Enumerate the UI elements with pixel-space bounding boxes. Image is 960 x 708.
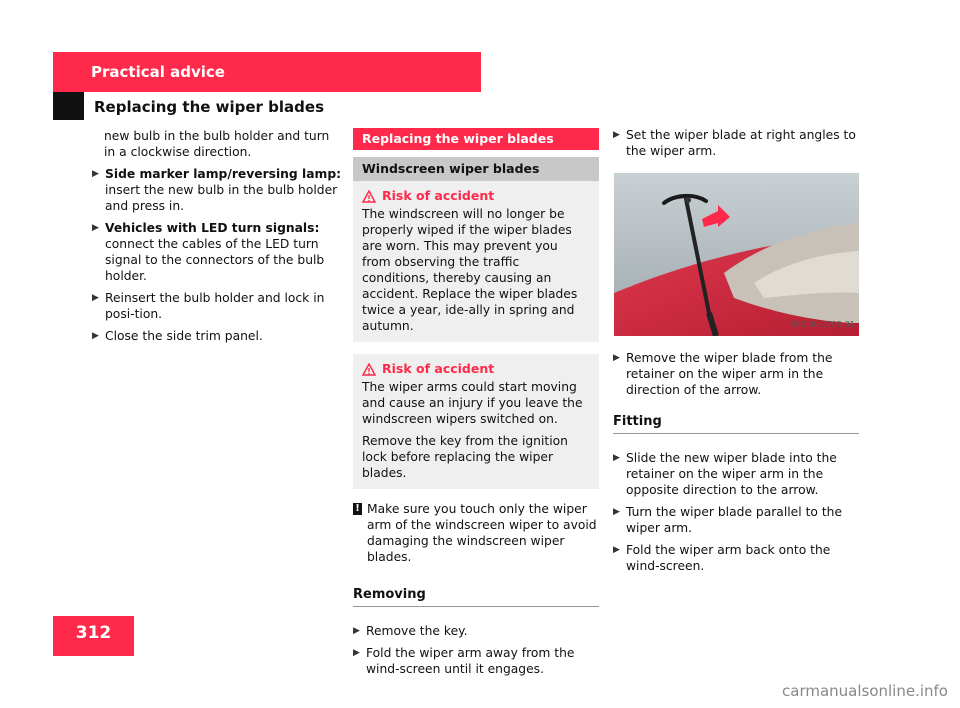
- list-item: [92, 166, 342, 214]
- list-item: [613, 504, 859, 536]
- list-item-text: insert the new bulb in the bulb holder and press in.: [105, 183, 338, 213]
- list-item: [353, 623, 599, 639]
- list-item-text: Close the side trim panel.: [105, 329, 263, 343]
- list-item: [92, 290, 342, 322]
- list-item-text: Slide the new wiper blade into the retainer on the wiper arm in the opposite direction to the arrow.: [626, 451, 837, 497]
- watermark: carmanualsonline.info: [782, 682, 948, 700]
- page-number: [53, 616, 134, 656]
- subsection-title-bar: [353, 157, 599, 181]
- column-2: [353, 128, 599, 683]
- warning-text: The windscreen will no longer be properly wiped if the wiper blades are worn. This may prevent you from observing the traffic conditions, thereby causing an accident. Replace the wiper blades twice a year, ide-ally in spring and autumn.: [362, 207, 578, 333]
- warning-title-text: Risk of accident: [382, 361, 495, 376]
- arrow-right-icon: ▶: [613, 453, 620, 463]
- header-section-bar: [53, 52, 481, 92]
- list-item: [353, 645, 599, 677]
- list-item-bold: Side marker lamp/reversing lamp:: [105, 167, 342, 181]
- section-title: Replacing the wiper blades: [362, 131, 554, 146]
- arrow-right-icon: ▶: [92, 331, 99, 341]
- warning-text: The wiper arms could start moving and cause an injury if you leave the windscreen wipers switched on.: [362, 380, 583, 426]
- list-item-text: Fold the wiper arm back onto the wind-screen.: [626, 543, 831, 573]
- wiper-illustration: [614, 173, 859, 336]
- list-item-text: Remove the wiper blade from the retainer on the wiper arm in the direction of the arrow.: [626, 351, 833, 397]
- list-item-text: Turn the wiper blade parallel to the wiper arm.: [626, 505, 843, 535]
- list-item-text: Reinsert the bulb holder and lock in posi-tion.: [105, 291, 325, 321]
- intro-text: new bulb in the bulb holder and turn in a clockwise direction.: [104, 129, 330, 159]
- warning-triangle-icon: [362, 190, 376, 203]
- list-item: [613, 542, 859, 574]
- arrow-right-icon: ▶: [92, 293, 99, 303]
- list-item-text: connect the cables of the LED turn signal to the connectors of the bulb holder.: [105, 237, 325, 283]
- list-item-text: Remove the key.: [366, 624, 468, 638]
- arrow-right-icon: ▶: [353, 626, 360, 636]
- arrow-right-icon: ▶: [613, 507, 620, 517]
- section-title-bar: [353, 128, 599, 150]
- note-text: Make sure you touch only the wiper arm of the windscreen wiper to avoid damaging the windscreen wiper blades.: [367, 502, 597, 564]
- column-1: [92, 128, 342, 350]
- exclamation-icon: !: [353, 503, 362, 515]
- removing-heading: Removing: [353, 587, 599, 607]
- arrow-right-icon: ▶: [613, 130, 620, 140]
- note: [353, 501, 599, 565]
- list-item: [613, 350, 859, 398]
- list-item-bold: Vehicles with LED turn signals:: [105, 221, 320, 235]
- arrow-right-icon: ▶: [613, 353, 620, 363]
- wiper-blade-figure: [614, 173, 859, 336]
- list-item: [613, 450, 859, 498]
- warning-box: [353, 181, 599, 342]
- list-item: [92, 220, 342, 284]
- list-item-text: Set the wiper blade at right angles to the wiper arm.: [626, 128, 856, 158]
- warning-triangle-icon: [362, 363, 376, 376]
- arrow-right-icon: ▶: [92, 223, 99, 233]
- header-subsection-title: Replacing the wiper blades: [94, 98, 325, 116]
- warning-text: Remove the key from the ignition lock before replacing the wiper blades.: [362, 434, 568, 480]
- arrow-right-icon: ▶: [353, 648, 360, 658]
- column-3: [613, 127, 859, 580]
- warning-title: [362, 361, 590, 377]
- header-section-title: Practical advice: [91, 63, 225, 81]
- arrow-right-icon: ▶: [613, 545, 620, 555]
- figure-code: P82.30-2702-31: [790, 320, 855, 329]
- warning-box: [353, 354, 599, 489]
- header-marker: [53, 92, 84, 120]
- warning-title: [362, 188, 590, 204]
- warning-title-text: Risk of accident: [382, 188, 495, 203]
- list-item: [613, 127, 859, 159]
- list-item: [92, 328, 342, 344]
- page-number-text: 312: [75, 623, 112, 643]
- fitting-heading: Fitting: [613, 414, 859, 434]
- subsection-title: Windscreen wiper blades: [362, 161, 540, 176]
- arrow-right-icon: ▶: [92, 169, 99, 179]
- list-item-text: Fold the wiper arm away from the wind-screen until it engages.: [366, 646, 575, 676]
